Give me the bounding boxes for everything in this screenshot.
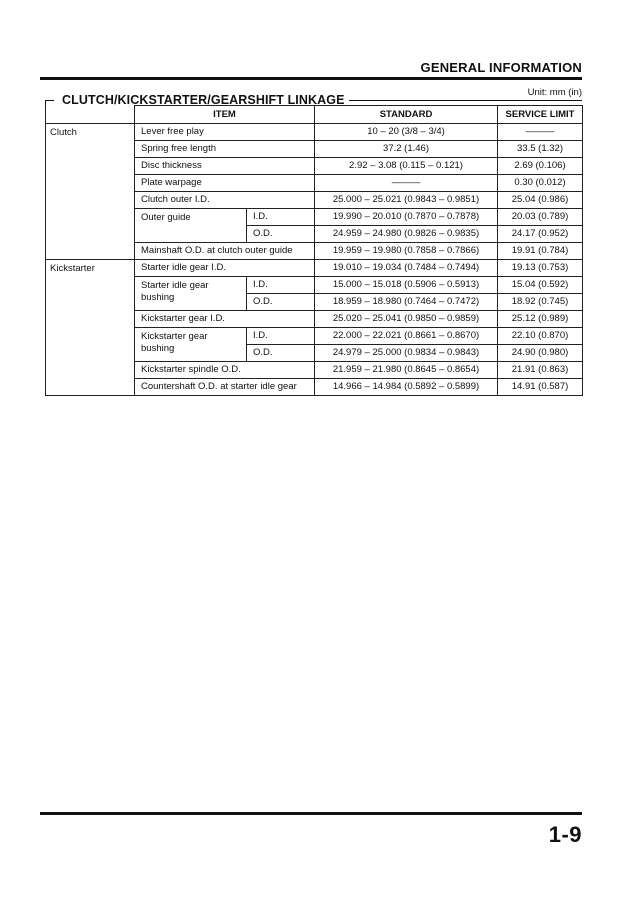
item-cell: Plate warpage [135, 175, 315, 192]
item-cell: Starter idle gear I.D. [135, 260, 315, 277]
standard-cell: 22.000 – 22.021 (0.8661 – 0.8670) [315, 328, 498, 345]
item-cell: Disc thickness [135, 158, 315, 175]
service-limit-cell: 25.12 (0.989) [498, 311, 583, 328]
sub-item-cell: I.D. [247, 209, 315, 226]
standard-cell: 14.966 – 14.984 (0.5892 – 0.5899) [315, 379, 498, 396]
standard-cell: 25.020 – 25.041 (0.9850 – 0.9859) [315, 311, 498, 328]
service-limit-cell: 19.91 (0.784) [498, 243, 583, 260]
column-header-standard: STANDARD [315, 106, 498, 124]
standard-cell: 19.959 – 19.980 (0.7858 – 0.7866) [315, 243, 498, 260]
service-limit-cell: 0.30 (0.012) [498, 175, 583, 192]
item-cell: Countershaft O.D. at starter idle gear [135, 379, 315, 396]
column-header-service-limit: SERVICE LIMIT [498, 106, 583, 124]
service-limit-cell: 2.69 (0.106) [498, 158, 583, 175]
table-header-row [46, 106, 583, 124]
service-limit-cell: ——— [498, 124, 583, 141]
standard-cell: 24.979 – 25.000 (0.9834 – 0.9843) [315, 345, 498, 362]
standard-cell: ——— [315, 175, 498, 192]
item-cell: Outer guide [135, 209, 247, 243]
sub-item-cell: O.D. [247, 345, 315, 362]
service-limit-cell: 15.04 (0.592) [498, 277, 583, 294]
footer-rule [40, 812, 582, 815]
standard-cell: 10 – 20 (3/8 – 3/4) [315, 124, 498, 141]
spec-table [45, 105, 583, 396]
sub-item-cell: O.D. [247, 226, 315, 243]
item-cell: Kickstarter gear bushing [135, 328, 247, 362]
standard-cell: 24.959 – 24.980 (0.9826 – 0.9835) [315, 226, 498, 243]
service-limit-cell: 24.17 (0.952) [498, 226, 583, 243]
running-header-title: GENERAL INFORMATION [420, 60, 582, 75]
service-limit-cell: 18.92 (0.745) [498, 294, 583, 311]
item-cell: Lever free play [135, 124, 315, 141]
column-header-category [46, 106, 135, 124]
table-row [46, 124, 583, 141]
service-limit-cell: 24.90 (0.980) [498, 345, 583, 362]
standard-cell: 25.000 – 25.021 (0.9843 – 0.9851) [315, 192, 498, 209]
sub-item-cell: I.D. [247, 328, 315, 345]
service-limit-cell: 19.13 (0.753) [498, 260, 583, 277]
category-kickstarter: Kickstarter [46, 260, 135, 396]
item-cell: Mainshaft O.D. at clutch outer guide [135, 243, 315, 260]
item-cell: Kickstarter spindle O.D. [135, 362, 315, 379]
section-title: CLUTCH/KICKSTARTER/GEARSHIFT LINKAGE [62, 93, 349, 107]
column-header-item: ITEM [135, 106, 315, 124]
header-rule [40, 77, 582, 80]
standard-cell: 15.000 – 15.018 (0.5906 – 0.5913) [315, 277, 498, 294]
service-limit-cell: 33.5 (1.32) [498, 141, 583, 158]
standard-cell: 2.92 – 3.08 (0.115 – 0.121) [315, 158, 498, 175]
standard-cell: 37.2 (1.46) [315, 141, 498, 158]
item-cell: Clutch outer I.D. [135, 192, 315, 209]
standard-cell: 18.959 – 18.980 (0.7464 – 0.7472) [315, 294, 498, 311]
unit-label: Unit: mm (in) [527, 87, 582, 98]
sub-item-cell: O.D. [247, 294, 315, 311]
standard-cell: 19.010 – 19.034 (0.7484 – 0.7494) [315, 260, 498, 277]
table-row [46, 260, 583, 277]
item-cell: Kickstarter gear I.D. [135, 311, 315, 328]
category-clutch: Clutch [46, 124, 135, 260]
service-limit-cell: 14.91 (0.587) [498, 379, 583, 396]
sub-item-cell: I.D. [247, 277, 315, 294]
standard-cell: 21.959 – 21.980 (0.8645 – 0.8654) [315, 362, 498, 379]
item-cell: Spring free length [135, 141, 315, 158]
service-limit-cell: 20.03 (0.789) [498, 209, 583, 226]
service-limit-cell: 25.04 (0.986) [498, 192, 583, 209]
item-cell: Starter idle gear bushing [135, 277, 247, 311]
page-number: 1-9 [548, 822, 582, 847]
service-limit-cell: 22.10 (0.870) [498, 328, 583, 345]
section-title-rule [322, 100, 582, 101]
service-limit-cell: 21.91 (0.863) [498, 362, 583, 379]
standard-cell: 19.990 – 20.010 (0.7870 – 0.7878) [315, 209, 498, 226]
